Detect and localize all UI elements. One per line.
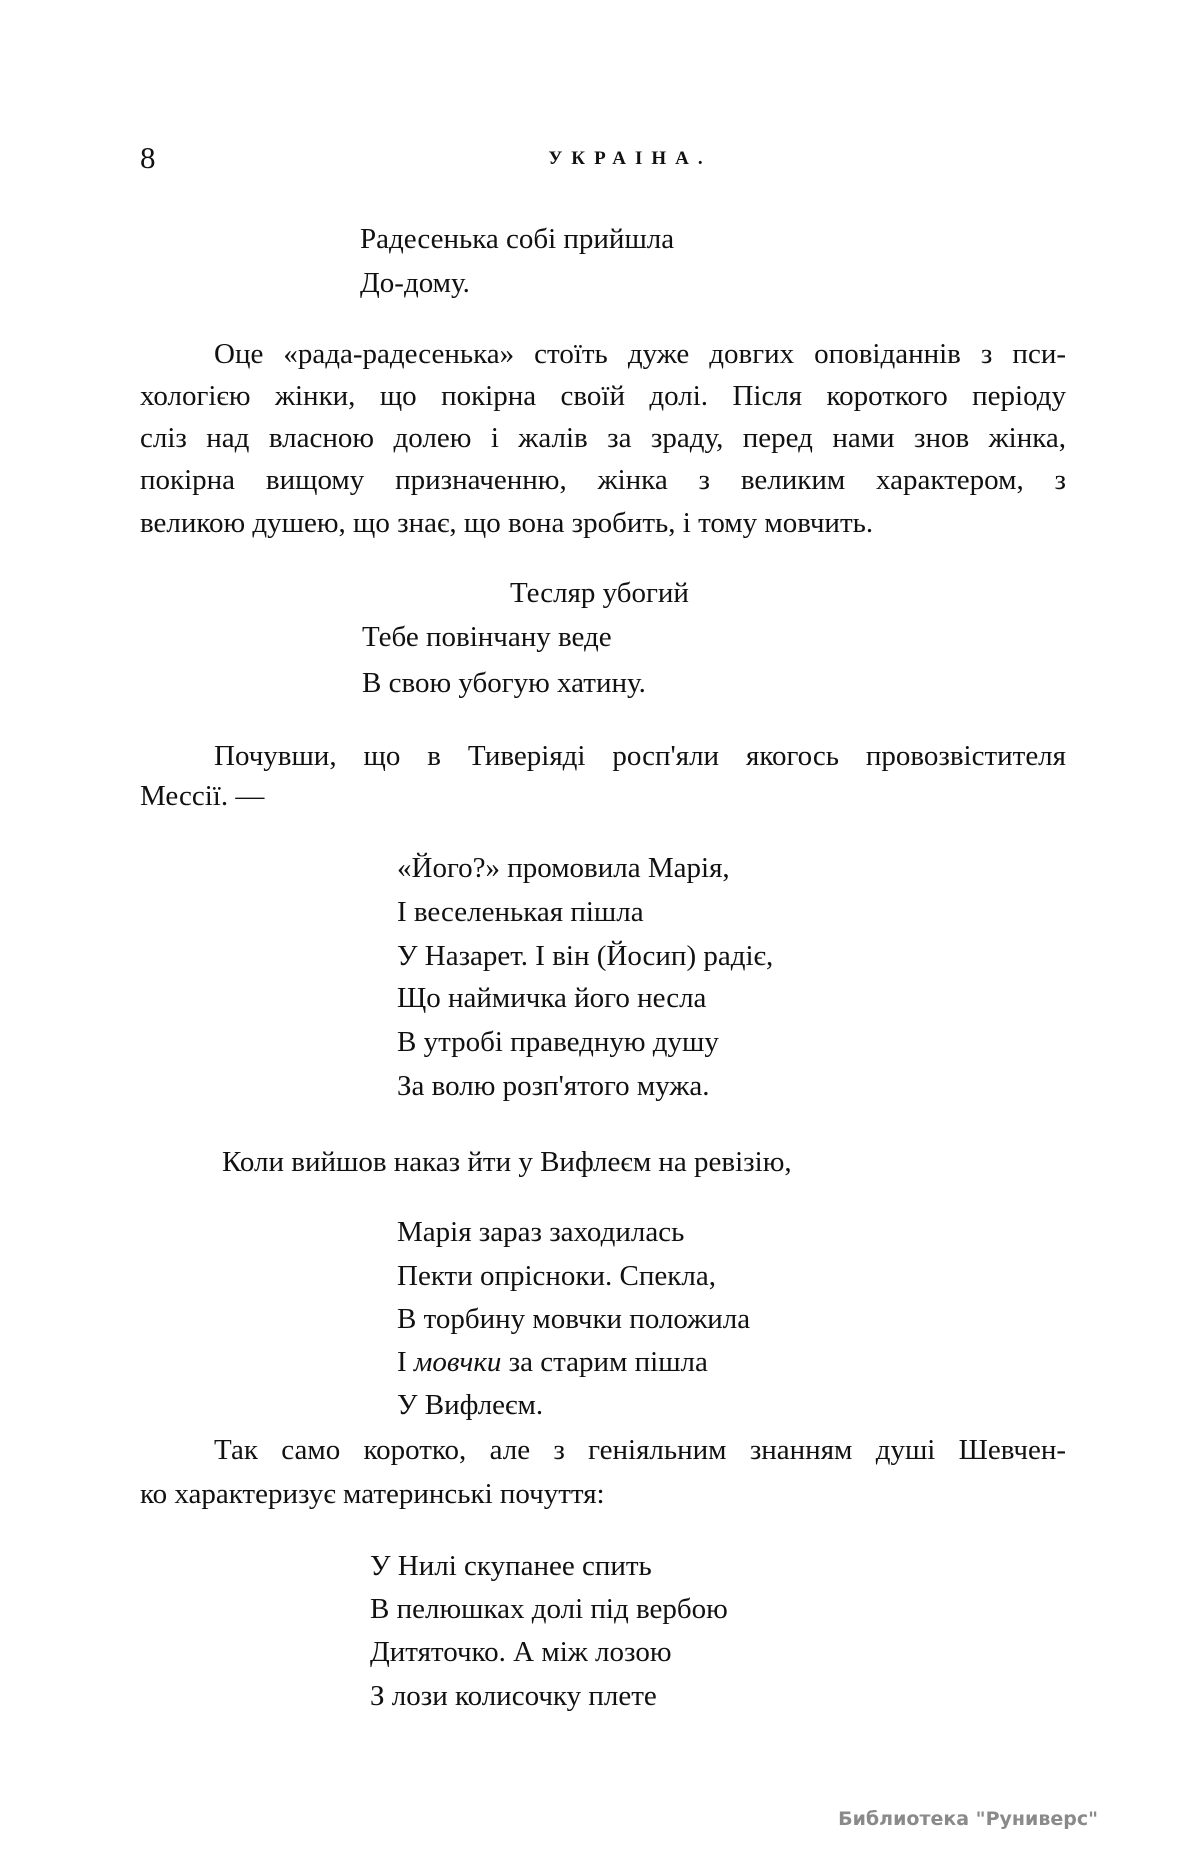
- verse-line: Радесенька собі прийшла: [360, 223, 675, 255]
- verse-line: В пелюшках долі під вербою: [370, 1593, 728, 1625]
- verse-line: У Вифлеєм.: [397, 1389, 544, 1421]
- paragraph-line: великою душею, що знає, що вона зробить, і тому мовчить.: [140, 507, 874, 539]
- verse-line: Пекти опрісноки. Спекла,: [397, 1260, 716, 1292]
- verse-line: За волю розп'ятого мужа.: [397, 1070, 710, 1102]
- paragraph-line: покірна вищому призначенню, жінка з великим характером, з: [140, 464, 1066, 496]
- verse-line: [397, 1345, 708, 1379]
- paragraph-line: ко характеризує материнські почуття:: [140, 1478, 605, 1510]
- verse-line: І веселенькая пішла: [397, 896, 644, 928]
- paragraph-line: сліз над власною долею і жалів за зраду, перед нами знов жінка,: [140, 422, 1066, 454]
- verse-line: З лози колисочку плете: [370, 1680, 657, 1712]
- verse-line: Що наймичка його несла: [397, 982, 707, 1014]
- paragraph-line: Коли вийшов наказ йти у Вифлеєм на ревізію,: [222, 1146, 792, 1178]
- running-title: УКРАІНА.: [548, 148, 712, 169]
- verse-line: У Нилі скупанее спить: [370, 1550, 652, 1582]
- verse-text: І: [397, 1346, 414, 1378]
- verse-line: У Назарет. І він (Йосип) радіє,: [397, 940, 774, 972]
- paragraph-line: Мессії. —: [140, 780, 265, 812]
- verse-line: Тесляр убогий: [510, 577, 689, 609]
- paragraph-line: Так само коротко, але з геніяльним знанням душі Шевчен-: [214, 1434, 1066, 1466]
- verse-text: за старим пішла: [501, 1346, 708, 1378]
- verse-line: До-дому.: [360, 267, 470, 299]
- paragraph-line: хологією жінки, що покірна своїй долі. Після короткого періоду: [140, 380, 1066, 412]
- verse-line: Тебе повінчану веде: [362, 621, 612, 653]
- verse-line: Дитяточко. А між лозою: [370, 1636, 672, 1668]
- verse-line: В утробі праведную душу: [397, 1026, 719, 1058]
- verse-line: Марія зараз заходилась: [397, 1216, 685, 1248]
- paragraph-line: Оце «рада-радесенька» стоїть дуже довгих оповіданнів з пси-: [214, 338, 1066, 370]
- italic-emphasis: мовчки: [413, 1346, 502, 1378]
- page-number: 8: [140, 140, 156, 175]
- paragraph-line: Почувши, що в Тиверіяді росп'яли якогось провозвістителя: [214, 740, 1066, 772]
- verse-line: В торбину мовчки положила: [397, 1303, 751, 1335]
- verse-line: В свою убогую хатину.: [362, 667, 646, 699]
- library-watermark: Библиотека "Руниверс": [838, 1808, 1098, 1830]
- verse-line: «Його?» промовила Марія,: [397, 852, 730, 884]
